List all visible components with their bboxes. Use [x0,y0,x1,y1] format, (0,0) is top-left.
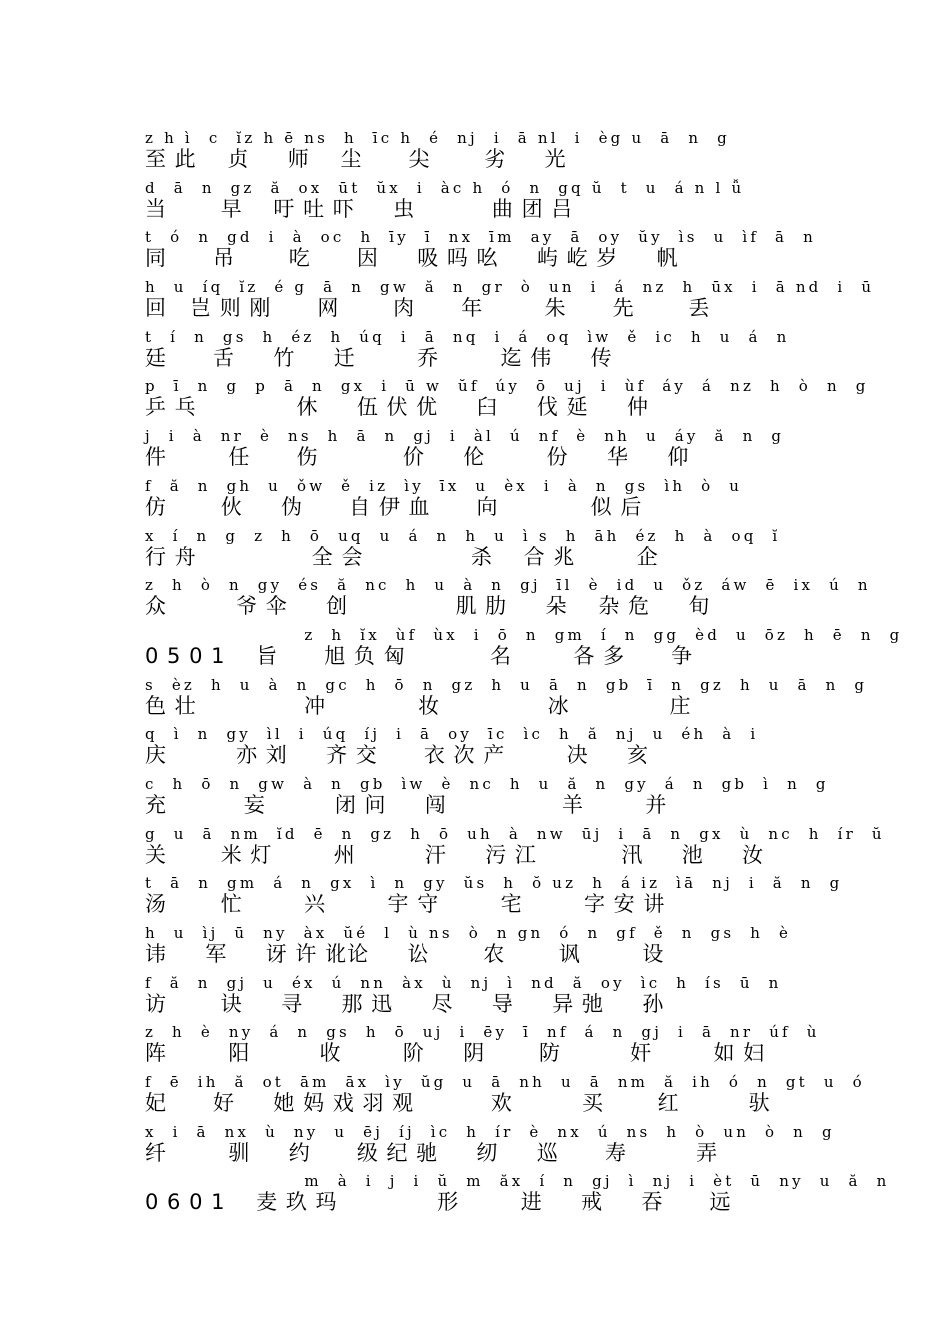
text-line-8 [145,477,825,527]
text-line-13 [145,725,825,775]
pinyin-row: z h ĭx ùf ùx i ō n gm í n gg èd u ōz h ē n g [145,625,903,644]
text-line-10 [145,576,871,626]
pinyin-row: s èz h u à n gc h ō n gz h u ā n gb ī n gz h u ā n g [145,675,868,694]
hanzi-row: 充 妄 闭 问 闯 羊 并 [145,792,668,817]
pinyin-row: x í n g z h ō uq u á n h u ì s h āh éz h à oq ĭ [145,526,781,545]
text-line-14 [145,774,829,825]
pinyin-row: q ì n gy ìl i úq íj i ā oy īc ìc h ă nj u éh à i [145,725,759,744]
pinyin-row: h u íq ĭz é g ā n gw ă n gr ò un i á nz h ūx i ā nd i ū [145,278,875,297]
text-line-21 [145,1122,835,1173]
pinyin-row: x i ā nx ù ny u ēj íj ìc h ír è nx ú ns h ò un ò n g [145,1122,835,1141]
hanzi-row: 汤 忙 兴 宇 守 宅 字 安 讲 [145,892,666,917]
text-line-16 [145,874,843,924]
text-line-2 [145,179,825,229]
hanzi-row: 至 此 贞 师 尘 尖 劣 光 [145,147,567,171]
pinyin-row: d ā n gz ă ox ūt ŭx i àc h ó n gq ŭ t u á n l ǚ [145,178,745,197]
text-line-11 [145,625,903,676]
pinyin-row: z h ì c ĭz h ē ns h īc h é nj i ā nl i èg u ā n g [145,129,730,147]
text-line-3 [145,228,825,278]
hanzi-row: 访 诀 寻 那 迅 尽 导 异 弛 孙 [145,991,665,1016]
pinyin-row: m à i j i ŭ m ăx í n gj ì nj i èt ū ny u ă n [145,1172,890,1191]
pinyin-text-block [145,129,903,1222]
hanzi-row: 讳 军 讶 许 讹论 讼 农 讽 设 [145,942,665,966]
hanzi-row: 廷 舌 竹 迁 乔 迄 伟 传 [145,345,613,370]
hanzi-row: 众 爷 伞 创 肌 肋 朵 杂 危 旬 [145,594,711,619]
pinyin-row: f ă n gj u éx ú nn àx ù nj ì nd ă oy ìc h ís ū n [145,973,782,992]
text-line-1 [145,129,825,179]
pinyin-row: g u ā nm ĭd ē n gz h ō uh à nw ūj i ā n gx ù nc h ír ŭ [145,824,885,843]
text-line-22 [145,1172,890,1222]
text-line-5 [145,328,825,378]
hanzi-row: 回 岂 则 刚 网 肉 年 朱 先 丢 [145,296,711,321]
text-line-12 [145,675,868,726]
text-line-19 [145,1023,825,1073]
hanzi-row: 同 吊 吃 因 吸 吗 吆 屿 屹 岁 帆 [145,246,679,271]
pinyin-row: z h ò n gy és ă nc h u à n gj īl è id u ǒz áw ē ix ú n [145,576,871,595]
hanzi-row: 行 舟 全 会 杀 合 兆 企 [145,544,659,569]
pinyin-row: t ā n gm á n gx ì n gy ŭs h ŏ uz h á iz ìā nj i ă n g [145,874,843,893]
hanzi-row: 0 6 0 1 麦 玖 玛 形 进 戒 吞 远 [145,1190,732,1215]
hanzi-row: 件 任 伤 价 伦 份 华 仰 [145,445,690,470]
pinyin-row: j i à nr è ns h ā n gj i àl ú nf è nh u áy ă n g [145,427,785,446]
pinyin-row: t í n gs h éz h úq i ā nq i á oq ìw ě ic h u á n [145,327,790,346]
pinyin-row: h u ìj ū ny àx ŭé l ù ns ò n gn ó n gf ě n gs h è [145,924,792,942]
hanzi-row: 妃 好 她 妈 戏 羽 观 欢 买 红 驮 [145,1091,771,1116]
hanzi-row: 纤 驯 约 级 纪 驰 纫 巡 寿 弄 [145,1140,719,1165]
pinyin-row: t ó n gd i à oc h īy ī nx īm ay ā oy ŭy ìs u ìf ā n [145,228,816,247]
text-line-15 [145,824,885,875]
text-line-6 [145,377,869,427]
hanzi-row: 庆 亦 刘 齐 交 衣 次 产 决 亥 [145,743,649,768]
pinyin-row: p ī n g p ā n gx i ū w ŭf úy ō uj i ùf áy á nz h ò n g [145,377,869,396]
pinyin-row: f ă n gh u ǒw ě iz ìy īx u èx i à n gs ìh ò u [145,476,743,495]
hanzi-row: 当 早 吁 吐 吓 虫 曲 团 吕 [145,196,574,221]
text-line-17 [145,924,825,974]
hanzi-row: 色 壮 冲 妆 冰 庄 [145,693,692,718]
text-line-4 [145,278,875,328]
hanzi-row: 仿 伙 伪 自 伊 血 向 似 后 [145,494,643,519]
hanzi-row: 0 5 0 1 旨 旭 负 匈 名 各 多 争 [145,643,694,668]
text-line-18 [145,974,825,1024]
pinyin-row: z h è ny á n gs h ō uj i ēy ī nf á n gj i ā nr úf ù [145,1023,820,1042]
hanzi-row: 阵 阳 收 阶 阴 防 奸 如 妇 [145,1041,766,1066]
pinyin-row: f ē ih ă ot ām āx ìy ŭg u ā nh u ā nm ă ih ó n gt u ó [145,1073,865,1092]
pinyin-row: c h ō n gw à n gb ìw è nc h u ă n gy á n gb ì n g [145,774,829,793]
text-line-7 [145,427,825,477]
text-line-9 [145,527,825,577]
hanzi-row: 乒 乓 休 伍 伏 优 臼 伐 延 仲 [145,395,649,420]
text-line-20 [145,1073,865,1123]
hanzi-row: 关 米 灯 州 汗 污 江 汛 池 汝 [145,842,765,867]
